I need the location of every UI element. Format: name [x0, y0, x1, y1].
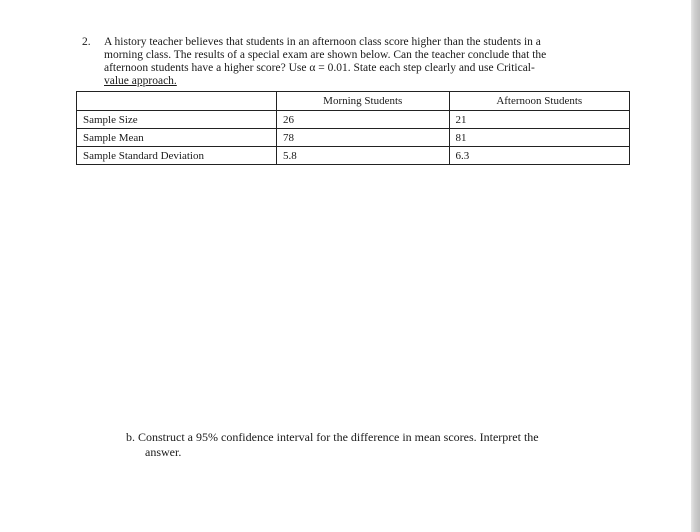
table-header-empty	[77, 92, 277, 111]
table-header-afternoon: Afternoon Students	[449, 92, 630, 111]
row-label: Sample Mean	[77, 129, 277, 147]
row-label: Sample Size	[77, 111, 277, 129]
table-header-morning: Morning Students	[277, 92, 449, 111]
table-row	[77, 129, 630, 147]
table-header-row	[77, 92, 630, 111]
afternoon-value: 6.3	[449, 147, 630, 165]
page-edge-shadow	[691, 0, 700, 532]
part-b-line: answer.	[145, 445, 182, 459]
question-text	[104, 36, 602, 88]
morning-value: 26	[277, 111, 449, 129]
part-b-question	[126, 430, 606, 460]
question-2	[82, 36, 602, 88]
row-label: Sample Standard Deviation	[77, 147, 277, 165]
question-line: morning class. The results of a special exam are shown below. Can the teacher conclude that the	[104, 49, 547, 61]
part-b-line: b. Construct a 95% confidence interval for the difference in mean scores. Interpret the	[126, 430, 539, 444]
morning-value: 78	[277, 129, 449, 147]
question-line: afternoon students have a higher score? Use α = 0.01. State each step clearly and use Critical-	[104, 62, 535, 74]
morning-value: 5.8	[277, 147, 449, 165]
table-row	[77, 147, 630, 165]
table-row	[77, 111, 630, 129]
question-line: value approach.	[104, 75, 177, 87]
afternoon-value: 21	[449, 111, 630, 129]
question-line: A history teacher believes that students in an afternoon class score higher than the students in a	[104, 36, 541, 48]
afternoon-value: 81	[449, 129, 630, 147]
question-number: 2.	[82, 36, 91, 48]
statistics-table	[76, 91, 630, 165]
